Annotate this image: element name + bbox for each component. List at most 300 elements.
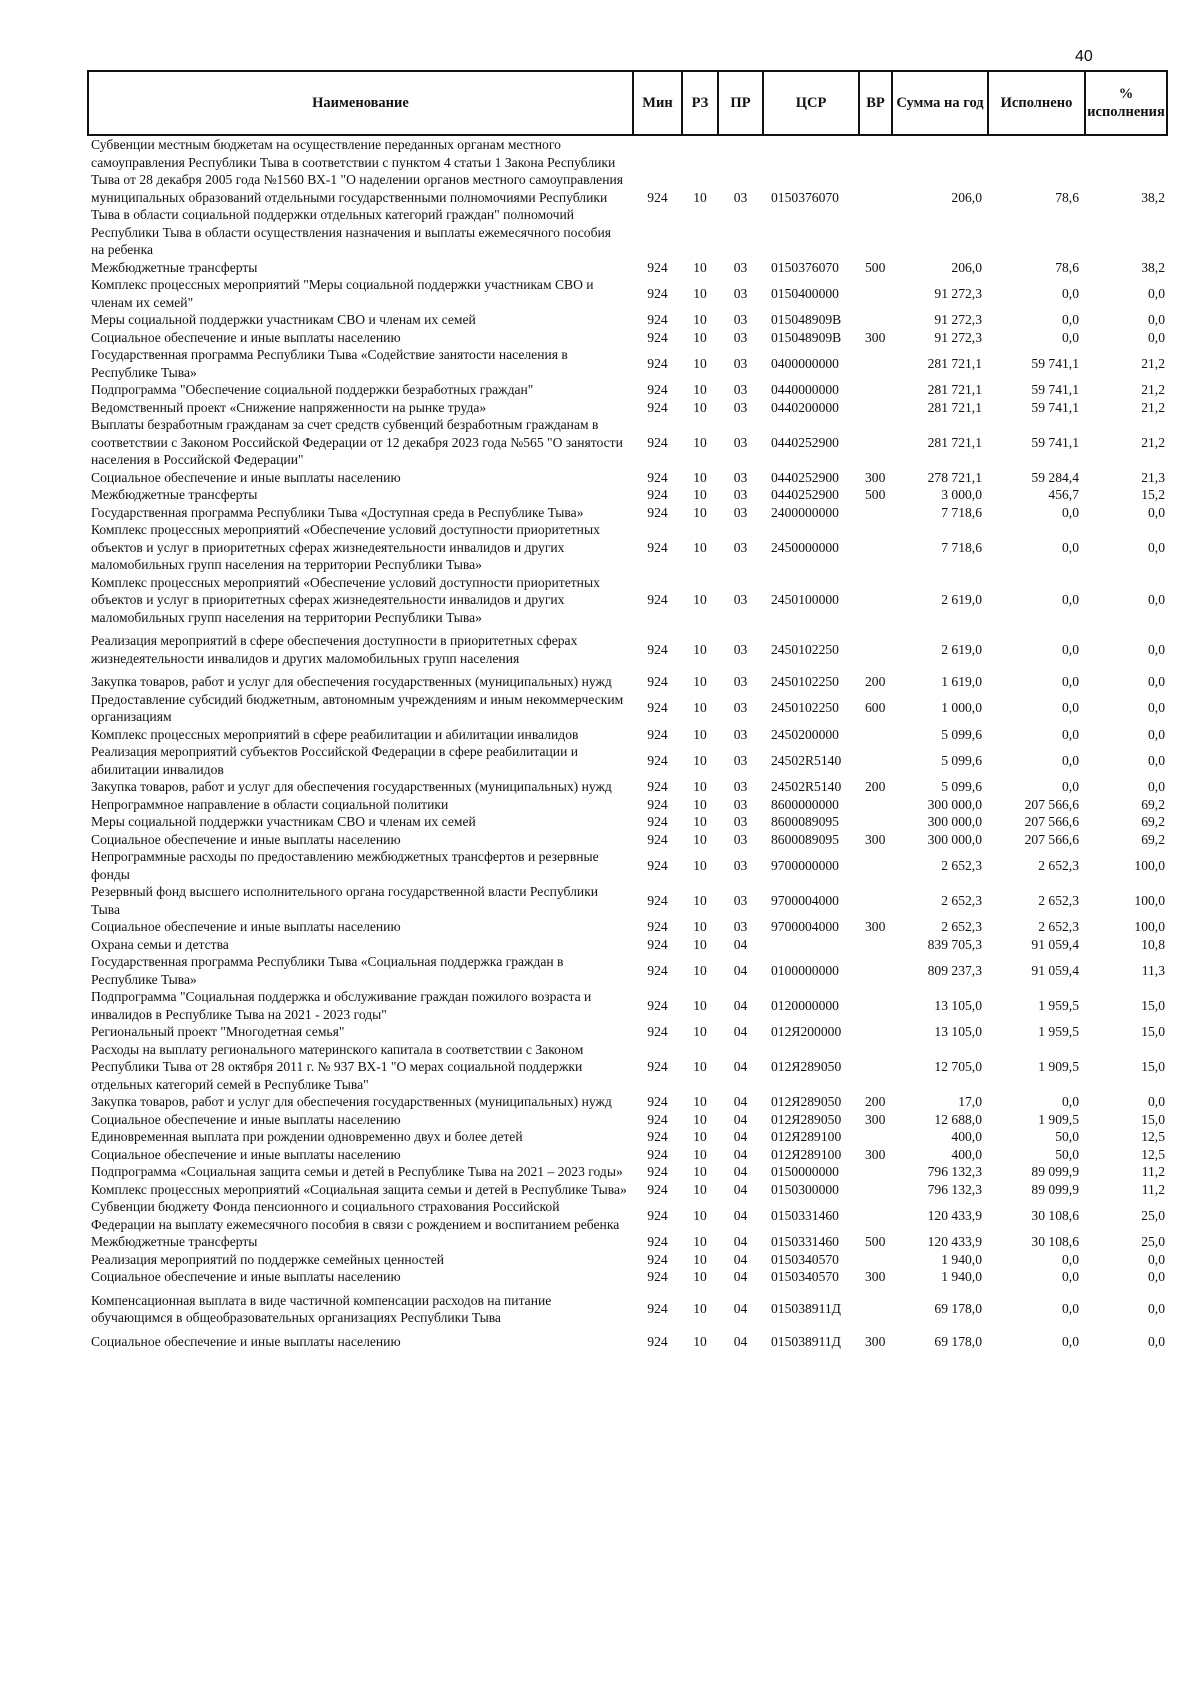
cell-csr: 9700004000 [771,919,839,934]
cell-sum: 2 652,3 [941,857,982,873]
cell-rz: 10 [693,1164,707,1179]
cell-csr [763,936,859,954]
header-vr: ВР [859,71,892,135]
cell-pr: 04 [733,1181,748,1197]
table-row [88,953,1167,988]
cell-rz: 10 [693,1251,707,1267]
cell-name: Государственная программа Республики Тыва «Социальная поддержка граждан в Республике Тыва» [91,954,564,987]
cell-sum: 17,0 [958,1094,982,1109]
table-row [88,1198,1167,1233]
cell-done: 0,0 [1062,700,1079,716]
cell-pct: 69,2 [1141,796,1165,812]
cell-sum: 278 721,1 [927,469,982,485]
table-row [88,259,1167,277]
cell-done: 0,0 [1062,504,1079,520]
header-min: Мин [633,71,682,135]
cell-vr [859,883,892,918]
cell-csr: 0440252900 [771,434,839,450]
cell-min: 924 [647,259,668,275]
cell-done: 0,0 [1062,779,1079,794]
cell-done: 59 741,1 [1031,355,1079,371]
cell-min: 924 [647,1129,668,1144]
table-row [88,1327,1167,1351]
cell-done: 59 284,4 [1031,469,1079,485]
cell-min: 924 [647,962,668,978]
cell-pr: 03 [733,919,748,934]
cell-csr: 0150340570 [771,1251,839,1267]
cell-min: 924 [647,936,668,952]
cell-min: 924 [647,1301,668,1317]
cell-done: 207 566,6 [1024,796,1079,812]
cell-sum: 206,0 [951,259,982,275]
cell-done: 0,0 [1062,592,1079,607]
cell-done: 207 566,6 [1024,831,1079,847]
cell-pct: 0,0 [1148,674,1165,689]
cell-pct: 21,2 [1141,434,1165,450]
cell-rz: 10 [693,997,707,1013]
cell-vr [859,311,892,329]
cell-rz: 10 [693,1181,707,1197]
cell-done: 0,0 [1062,726,1079,742]
cell-rz: 10 [693,1234,707,1249]
table-row [88,813,1167,831]
header-sum: Сумма на год [892,71,988,135]
cell-csr: 0150400000 [771,285,839,301]
cell-pct: 38,2 [1141,189,1165,205]
table-row [88,486,1167,504]
header-done: Исполнено [988,71,1085,135]
cell-rz: 10 [693,285,707,301]
cell-pr: 03 [733,726,748,742]
cell-done: 0,0 [1062,312,1079,327]
table-row [88,276,1167,311]
cell-done: 0,0 [1062,539,1079,555]
cell-name: Комплекс процессных мероприятий «Социальная защита семьи и детей в Республике Тыва» [91,1181,627,1197]
cell-sum: 2 619,0 [941,641,982,657]
cell-vr: 600 [865,700,886,716]
table-row [88,1181,1167,1199]
cell-rz: 10 [693,434,707,450]
table-row [88,1233,1167,1251]
table-row [88,521,1167,574]
cell-csr: 9700000000 [771,857,839,873]
cell-done: 2 652,3 [1038,857,1079,873]
cell-vr [859,276,892,311]
cell-pct: 0,0 [1148,1269,1165,1284]
cell-min: 924 [647,504,668,520]
header-rz: РЗ [682,71,718,135]
cell-csr: 0440200000 [771,399,839,415]
cell-pr: 03 [733,487,748,502]
cell-rz: 10 [693,592,707,607]
table-row [88,691,1167,726]
cell-sum: 281 721,1 [927,399,982,415]
cell-sum: 13 105,0 [934,997,982,1013]
cell-done: 0,0 [1062,1094,1079,1109]
cell-done: 59 741,1 [1031,399,1079,415]
cell-vr [859,848,892,883]
cell-min: 924 [647,592,668,607]
cell-pct: 21,2 [1141,399,1165,415]
table-row [88,918,1167,936]
cell-vr [859,521,892,574]
cell-pct: 11,2 [1141,1181,1165,1197]
cell-name: Социальное обеспечение и иные выплаты населению [91,1269,401,1284]
cell-min: 924 [647,796,668,812]
cell-csr: 0150376070 [771,189,839,205]
cell-pr: 03 [733,399,748,415]
cell-csr: 012Я289050 [771,1059,842,1074]
cell-pct: 0,0 [1148,726,1165,742]
cell-done: 91 059,4 [1031,936,1079,952]
cell-rz: 10 [693,1059,707,1074]
cell-vr [859,1181,892,1199]
cell-csr: 012Я289100 [771,1129,842,1144]
cell-min: 924 [647,1146,668,1162]
cell-rz: 10 [693,700,707,716]
cell-rz: 10 [693,674,707,689]
cell-min: 924 [647,1181,668,1197]
cell-sum: 7 718,6 [941,504,982,520]
cell-name: Охрана семьи и детства [91,936,229,952]
cell-vr: 300 [865,831,886,847]
cell-rz: 10 [693,726,707,742]
table-row [88,416,1167,469]
cell-min: 924 [647,752,668,768]
cell-done: 456,7 [1048,487,1079,502]
cell-done: 2 652,3 [1038,892,1079,908]
table-row [88,1251,1167,1269]
cell-vr [859,626,892,667]
cell-rz: 10 [693,1333,707,1349]
cell-sum: 120 433,9 [927,1234,982,1249]
header-pr: ПР [718,71,763,135]
table-row [88,1163,1167,1181]
cell-name: Расходы на выплату регионального материнского капитала в соответствии с Законом Республики Тыва от 28 октября 2011 г. № 937 ВХ-1 "О мерах социальной поддержки отдельных категорий семей в Республике Тыва" [91,1041,584,1092]
cell-min: 924 [647,285,668,301]
cell-min: 924 [647,1164,668,1179]
cell-name: Меры социальной поддержки участникам СВО и членам их семей [91,814,476,829]
cell-name: Межбюджетные трансферты [91,259,258,275]
cell-name: Комплекс процессных мероприятий "Меры социальной поддержки участникам СВО и членам их семей" [91,277,594,310]
cell-pr: 03 [733,779,748,794]
cell-csr: 012Я289050 [771,1111,842,1127]
cell-pr: 04 [733,1234,748,1249]
cell-rz: 10 [693,539,707,555]
cell-vr [859,953,892,988]
cell-pct: 0,0 [1148,285,1165,301]
cell-pr: 04 [733,1059,748,1074]
cell-name: Межбюджетные трансферты [91,1234,258,1249]
cell-vr [859,1198,892,1233]
cell-csr: 015038911Д [771,1301,841,1317]
header-csr: ЦСР [763,71,859,135]
cell-pr: 03 [733,857,748,873]
cell-rz: 10 [693,814,707,829]
cell-done: 0,0 [1062,641,1079,657]
cell-done: 50,0 [1055,1129,1079,1144]
cell-sum: 839 705,3 [927,936,982,952]
cell-sum: 281 721,1 [927,355,982,371]
table-row [88,1041,1167,1094]
cell-rz: 10 [693,312,707,327]
cell-sum: 300 000,0 [927,796,982,812]
cell-pr: 03 [733,814,748,829]
cell-name: Подпрограмма «Социальная защита семьи и детей в Республике Тыва на 2021 – 2023 годы» [91,1164,623,1179]
cell-name: Субвенции местным бюджетам на осуществление переданных органам местного самоуправления Республики Тыва в соответствии с пунктом 4 статьи 1 Закона Республики Тыва от 28 декабря 2005 года №1560 ВХ-1 "О наделении органов местного самоуправления муниципальных образований отдельными государственными полномочиями Республики Тыва в области социальной поддержки отдельных категорий граждан" полномочий Республики Тыва в области осуществления назначения и выплаты ежемесячного пособия на ребенка [91,137,624,257]
table-row [88,346,1167,381]
cell-pct: 21,2 [1141,355,1165,371]
cell-done: 89 099,9 [1031,1164,1079,1179]
cell-sum: 12 688,0 [934,1111,982,1127]
cell-name: Комплекс процессных мероприятий «Обеспечение условий доступности приоритетных объектов и услуг в приоритетных сферах жизнедеятельности инвалидов и других маломобильных групп населения на территории Республики Тыва» [91,574,600,625]
cell-min: 924 [647,539,668,555]
cell-rz: 10 [693,189,707,205]
cell-pr: 04 [733,1129,748,1144]
cell-rz: 10 [693,857,707,873]
table-row [88,504,1167,522]
cell-sum: 796 132,3 [927,1164,982,1179]
table-row [88,1111,1167,1129]
cell-rz: 10 [693,487,707,502]
cell-done: 50,0 [1055,1146,1079,1162]
cell-csr: 0150376070 [771,259,839,275]
cell-vr [859,399,892,417]
cell-rz: 10 [693,641,707,657]
cell-pct: 12,5 [1141,1146,1165,1162]
cell-min: 924 [647,814,668,829]
table-row [88,936,1167,954]
cell-rz: 10 [693,1094,707,1109]
cell-done: 1 909,5 [1038,1059,1079,1074]
cell-vr: 300 [865,469,886,485]
cell-csr: 24502R5140 [771,779,842,794]
cell-rz: 10 [693,1024,707,1039]
cell-done: 0,0 [1062,329,1079,345]
cell-rz: 10 [693,796,707,812]
cell-pct: 0,0 [1148,539,1165,555]
cell-pr: 04 [733,936,748,952]
cell-vr [859,574,892,627]
cell-rz: 10 [693,355,707,371]
cell-done: 0,0 [1062,752,1079,768]
cell-pct: 0,0 [1148,592,1165,607]
cell-pct: 0,0 [1148,752,1165,768]
cell-pct: 69,2 [1141,814,1165,829]
cell-done: 59 741,1 [1031,434,1079,450]
cell-pr: 03 [733,259,748,275]
cell-csr: 2450102250 [771,641,839,657]
cell-name: Подпрограмма "Социальная поддержка и обслуживание граждан пожилого возраста и инвалидов в Республике Тыва на 2021 - 2023 годы" [91,989,592,1022]
cell-name: Региональный проект "Многодетная семья" [91,1024,345,1039]
cell-min: 924 [647,1251,668,1267]
cell-min: 924 [647,1269,668,1284]
cell-csr: 015048909В [771,329,842,345]
cell-name: Комплекс процессных мероприятий в сфере реабилитации и абилитации инвалидов [91,726,579,742]
cell-name: Резервный фонд высшего исполнительного органа государственной власти Республики Тыва [91,884,599,917]
cell-pct: 100,0 [1134,857,1165,873]
cell-vr [859,1251,892,1269]
cell-sum: 1 000,0 [941,700,982,716]
cell-pct: 12,5 [1141,1129,1165,1144]
cell-vr [859,796,892,814]
cell-done: 1 959,5 [1038,1024,1079,1039]
cell-csr: 8600089095 [771,831,839,847]
cell-vr: 300 [865,329,886,345]
cell-csr: 012Я289050 [771,1094,842,1109]
cell-name: Социальное обеспечение и иные выплаты населению [91,1146,401,1162]
cell-pct: 25,0 [1141,1207,1165,1223]
cell-pr: 03 [733,355,748,371]
cell-min: 924 [647,831,668,847]
cell-pct: 0,0 [1148,641,1165,657]
cell-name: Межбюджетные трансферты [91,487,258,502]
cell-vr [859,743,892,778]
cell-pct: 0,0 [1148,504,1165,520]
cell-sum: 1 940,0 [941,1269,982,1284]
cell-done: 59 741,1 [1031,382,1079,397]
cell-rz: 10 [693,1269,707,1284]
cell-pr: 03 [733,796,748,812]
cell-pr: 03 [733,434,748,450]
cell-sum: 91 272,3 [934,312,982,327]
cell-name: Социальное обеспечение и иные выплаты населению [91,1333,401,1349]
cell-rz: 10 [693,329,707,345]
cell-done: 30 108,6 [1031,1234,1079,1249]
cell-name: Закупка товаров, работ и услуг для обеспечения государственных (муниципальных) нужд [91,779,612,794]
header-name: Наименование [88,71,633,135]
cell-rz: 10 [693,779,707,794]
cell-pct: 38,2 [1141,259,1165,275]
cell-csr: 012Я289100 [771,1146,842,1162]
cell-min: 924 [647,674,668,689]
cell-sum: 120 433,9 [927,1207,982,1223]
cell-pct: 69,2 [1141,831,1165,847]
cell-name: Закупка товаров, работ и услуг для обеспечения государственных (муниципальных) нужд [91,674,612,689]
cell-name: Реализация мероприятий по поддержке семейных ценностей [91,1251,445,1267]
cell-pr: 03 [733,831,748,847]
cell-min: 924 [647,1234,668,1249]
table-row [88,1093,1167,1111]
cell-vr: 300 [865,1269,886,1284]
cell-sum: 7 718,6 [941,539,982,555]
cell-pct: 15,0 [1141,1024,1165,1039]
cell-sum: 2 619,0 [941,592,982,607]
cell-pr: 03 [733,700,748,716]
cell-name: Ведомственный проект «Снижение напряженности на рынке труда» [91,399,487,415]
cell-pct: 0,0 [1148,779,1165,794]
cell-name: Социальное обеспечение и иные выплаты населению [91,1111,401,1127]
table-row [88,848,1167,883]
table-row [88,1268,1167,1286]
cell-csr: 2450102250 [771,674,839,689]
cell-name: Социальное обеспечение и иные выплаты населению [91,329,401,345]
table-row [88,988,1167,1023]
cell-rz: 10 [693,1111,707,1127]
cell-min: 924 [647,1024,668,1039]
cell-sum: 12 705,0 [934,1059,982,1074]
cell-pr: 04 [733,1111,748,1127]
cell-rz: 10 [693,1129,707,1144]
cell-name: Закупка товаров, работ и услуг для обеспечения государственных (муниципальных) нужд [91,1094,612,1109]
cell-min: 924 [647,1207,668,1223]
cell-name: Реализация мероприятий субъектов Российской Федерации в сфере реабилитации и абилитации инвалидов [91,744,579,777]
cell-pct: 100,0 [1134,892,1165,908]
cell-sum: 300 000,0 [927,814,982,829]
cell-csr: 2450200000 [771,726,839,742]
cell-pct: 15,0 [1141,1111,1165,1127]
cell-name: Социальное обеспечение и иные выплаты населению [91,919,401,934]
cell-min: 924 [647,355,668,371]
cell-done: 0,0 [1062,1251,1079,1267]
header-row [88,71,1167,135]
cell-vr: 500 [865,259,886,275]
cell-csr: 8600000000 [771,796,839,812]
cell-pr: 03 [733,752,748,768]
cell-min: 924 [647,487,668,502]
cell-sum: 5 099,6 [941,726,982,742]
cell-csr: 0150331460 [771,1207,839,1223]
cell-vr [859,381,892,399]
cell-pr: 04 [733,1024,748,1039]
cell-sum: 5 099,6 [941,779,982,794]
cell-rz: 10 [693,1207,707,1223]
cell-name: Социальное обеспечение и иные выплаты населению [91,469,401,485]
cell-done: 91 059,4 [1031,962,1079,978]
cell-pct: 0,0 [1148,312,1165,327]
cell-pct: 0,0 [1148,1251,1165,1267]
cell-min: 924 [647,312,668,327]
cell-pct: 21,3 [1141,469,1165,485]
cell-csr: 0100000000 [771,962,839,978]
cell-done: 30 108,6 [1031,1207,1079,1223]
cell-sum: 13 105,0 [934,1024,982,1039]
cell-min: 924 [647,997,668,1013]
cell-vr: 200 [865,674,886,689]
cell-pr: 03 [733,892,748,908]
cell-sum: 1 940,0 [941,1251,982,1267]
cell-csr: 2450000000 [771,539,839,555]
cell-pct: 0,0 [1148,1333,1165,1349]
cell-min: 924 [647,726,668,742]
cell-csr: 0150340570 [771,1269,839,1284]
cell-rz: 10 [693,752,707,768]
cell-pct: 15,0 [1141,997,1165,1013]
cell-sum: 5 099,6 [941,752,982,768]
header-pct: % исполнения [1085,71,1167,135]
cell-pct: 0,0 [1148,1301,1165,1317]
table-row [88,311,1167,329]
cell-csr: 0440252900 [771,469,839,485]
cell-vr [859,135,892,259]
cell-sum: 91 272,3 [934,285,982,301]
cell-pr: 04 [733,1207,748,1223]
cell-csr: 2450102250 [771,700,839,716]
cell-csr: 0440252900 [771,487,839,502]
cell-sum: 2 652,3 [941,919,982,934]
cell-sum: 281 721,1 [927,382,982,397]
cell-min: 924 [647,641,668,657]
cell-sum: 281 721,1 [927,434,982,450]
cell-pr: 04 [733,1333,748,1349]
table-row [88,796,1167,814]
cell-min: 924 [647,434,668,450]
cell-csr: 2400000000 [771,504,839,520]
cell-name: Непрограммные расходы по предоставлению межбюджетных трансфертов и резервные фонды [91,849,599,882]
cell-csr: 015048909В [771,312,842,327]
cell-pr: 03 [733,592,748,607]
cell-sum: 796 132,3 [927,1181,982,1197]
